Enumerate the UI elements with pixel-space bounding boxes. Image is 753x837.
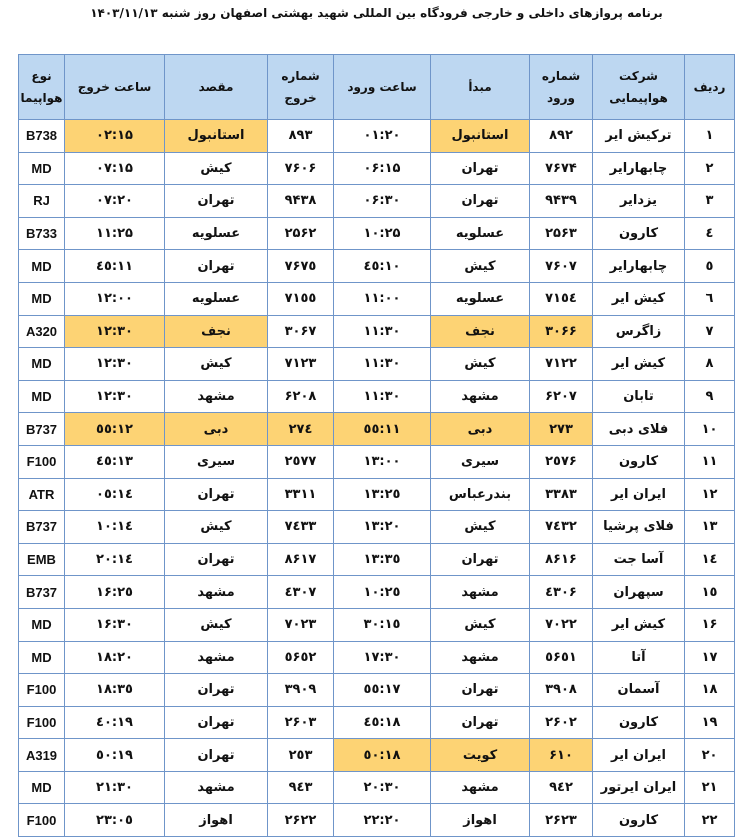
arrival-time-cell: ۱۷:٥٥ bbox=[334, 674, 431, 707]
airline-cell: یزدایر bbox=[593, 185, 685, 218]
destination-cell: تهران bbox=[165, 250, 268, 283]
table-row bbox=[19, 120, 735, 153]
table-header-row bbox=[19, 55, 735, 120]
arrival-time-cell: ۱۱:۰۰ bbox=[334, 282, 431, 315]
row-number-cell: ۱٥ bbox=[685, 576, 735, 609]
row-number-cell: ۱۳ bbox=[685, 511, 735, 544]
table-row bbox=[19, 608, 735, 641]
row-number-cell: ۸ bbox=[685, 348, 735, 381]
destination-cell: تهران bbox=[165, 674, 268, 707]
destination-cell: مشهد bbox=[165, 380, 268, 413]
destination-cell: نجف bbox=[165, 315, 268, 348]
airline-cell: تابان bbox=[593, 380, 685, 413]
row-number-cell: ۹ bbox=[685, 380, 735, 413]
origin-cell: مشهد bbox=[431, 641, 530, 674]
aircraft-type-cell: ATR bbox=[19, 478, 65, 511]
arrival-time-cell: ۱۱:۳۰ bbox=[334, 348, 431, 381]
departure-time-cell: ۰۲:۱۵ bbox=[65, 120, 165, 153]
departure-time-cell: ۰۷:۲۰ bbox=[65, 185, 165, 218]
departure-number-cell: ۸۶۱۷ bbox=[268, 543, 334, 576]
departure-time-cell: ۱۲:۳۰ bbox=[65, 380, 165, 413]
row-number-cell: ۱۱ bbox=[685, 445, 735, 478]
departure-number-cell: ۲۶۰۳ bbox=[268, 706, 334, 739]
destination-cell: عسلویه bbox=[165, 217, 268, 250]
departure-number-cell: ۹٤۳ bbox=[268, 771, 334, 804]
origin-cell: تهران bbox=[431, 543, 530, 576]
departure-time-cell: ۲۳:۰٥ bbox=[65, 804, 165, 837]
table-row bbox=[19, 771, 735, 804]
arrival-number-cell: ۶۲۰۷ bbox=[530, 380, 593, 413]
departure-time-cell: ۱۱:۲۵ bbox=[65, 217, 165, 250]
arrival-time-cell: ۱۱:۳۰ bbox=[334, 380, 431, 413]
destination-cell: تهران bbox=[165, 478, 268, 511]
departure-number-cell: ۲٥۷۷ bbox=[268, 445, 334, 478]
arrival-time-cell: ۱۸:٥۰ bbox=[334, 739, 431, 772]
departure-time-cell: ۱۶:۲٥ bbox=[65, 576, 165, 609]
origin-cell: اهواز bbox=[431, 804, 530, 837]
arrival-number-cell: ۷۱٥٤ bbox=[530, 282, 593, 315]
destination-cell: تهران bbox=[165, 706, 268, 739]
destination-cell: مشهد bbox=[165, 641, 268, 674]
departure-time-cell: ۱۲:۳۰ bbox=[65, 348, 165, 381]
origin-cell: دبی bbox=[431, 413, 530, 446]
arrival-time-cell: ۱۱:۳۰ bbox=[334, 315, 431, 348]
destination-cell: عسلویه bbox=[165, 282, 268, 315]
aircraft-type-cell: RJ bbox=[19, 185, 65, 218]
aircraft-type-cell: B737 bbox=[19, 576, 65, 609]
arrival-number-cell: ۷٤۳۲ bbox=[530, 511, 593, 544]
departure-time-cell: ۱۹:٤۰ bbox=[65, 706, 165, 739]
arrival-time-cell: ۰۱:۲۰ bbox=[334, 120, 431, 153]
departure-number-cell: ۷٤۳۳ bbox=[268, 511, 334, 544]
arrival-number-cell: ۷۰۲۲ bbox=[530, 608, 593, 641]
header-arrival-number: شماره ورود bbox=[530, 55, 593, 120]
aircraft-type-cell: MD bbox=[19, 250, 65, 283]
arrival-time-cell: ۱٥:۳۰ bbox=[334, 608, 431, 641]
origin-cell: تهران bbox=[431, 706, 530, 739]
aircraft-type-cell: B733 bbox=[19, 217, 65, 250]
origin-cell: تهران bbox=[431, 185, 530, 218]
origin-cell: کویت bbox=[431, 739, 530, 772]
arrival-number-cell: ۸۹۲ bbox=[530, 120, 593, 153]
table-row bbox=[19, 641, 735, 674]
departure-number-cell: ۳۰۶۷ bbox=[268, 315, 334, 348]
destination-cell: اهواز bbox=[165, 804, 268, 837]
arrival-number-cell: ۶۱۰ bbox=[530, 739, 593, 772]
departure-time-cell: ۱۸:۲۰ bbox=[65, 641, 165, 674]
departure-time-cell: ۱۲:٥٥ bbox=[65, 413, 165, 446]
departure-time-cell: ۱٤:۰٥ bbox=[65, 478, 165, 511]
origin-cell: عسلویه bbox=[431, 217, 530, 250]
airline-cell: سپهران bbox=[593, 576, 685, 609]
row-number-cell: ۱۶ bbox=[685, 608, 735, 641]
arrival-number-cell: ۸۶۱۶ bbox=[530, 543, 593, 576]
departure-time-cell: ۱٤:۱۰ bbox=[65, 511, 165, 544]
header-destination: مقصد bbox=[165, 55, 268, 120]
aircraft-type-cell: MD bbox=[19, 608, 65, 641]
aircraft-type-cell: F100 bbox=[19, 804, 65, 837]
departure-number-cell: ۲۶۲۲ bbox=[268, 804, 334, 837]
table-row bbox=[19, 413, 735, 446]
arrival-time-cell: ۱۷:۳۰ bbox=[334, 641, 431, 674]
table-row bbox=[19, 250, 735, 283]
arrival-number-cell: ۷۱۲۲ bbox=[530, 348, 593, 381]
airline-cell: زاگرس bbox=[593, 315, 685, 348]
origin-cell: مشهد bbox=[431, 380, 530, 413]
airline-cell: آسمان bbox=[593, 674, 685, 707]
departure-number-cell: ۸۹۳ bbox=[268, 120, 334, 153]
arrival-time-cell: ۱۰:٤٥ bbox=[334, 250, 431, 283]
table-row bbox=[19, 674, 735, 707]
aircraft-type-cell: B737 bbox=[19, 413, 65, 446]
airline-cell: ایران ایر bbox=[593, 478, 685, 511]
flight-schedule-table bbox=[18, 54, 735, 837]
arrival-number-cell: ۲٥۷۶ bbox=[530, 445, 593, 478]
airline-cell: کیش ایر bbox=[593, 348, 685, 381]
arrival-number-cell: ۲۵۶۳ bbox=[530, 217, 593, 250]
destination-cell: تهران bbox=[165, 185, 268, 218]
aircraft-type-cell: A320 bbox=[19, 315, 65, 348]
destination-cell: کیش bbox=[165, 348, 268, 381]
header-origin: مبدأ bbox=[431, 55, 530, 120]
row-number-cell: ۱۷ bbox=[685, 641, 735, 674]
row-number-cell: ۲۲ bbox=[685, 804, 735, 837]
airline-cell: کارون bbox=[593, 804, 685, 837]
airline-cell: فلای دبی bbox=[593, 413, 685, 446]
header-row-number: ردیف bbox=[685, 55, 735, 120]
airline-cell: کیش ایر bbox=[593, 282, 685, 315]
aircraft-type-cell: MD bbox=[19, 348, 65, 381]
row-number-cell: ۱٤ bbox=[685, 543, 735, 576]
arrival-time-cell: ۱۸:٤٥ bbox=[334, 706, 431, 739]
aircraft-type-cell: MD bbox=[19, 380, 65, 413]
row-number-cell: ٦ bbox=[685, 282, 735, 315]
table-row bbox=[19, 706, 735, 739]
row-number-cell: ٤ bbox=[685, 217, 735, 250]
arrival-number-cell: ٥۶٥۱ bbox=[530, 641, 593, 674]
airline-cell: چابهارایر bbox=[593, 152, 685, 185]
arrival-number-cell: ۹۴۳۹ bbox=[530, 185, 593, 218]
airline-cell: ایران ایر bbox=[593, 739, 685, 772]
table-row bbox=[19, 185, 735, 218]
airline-cell: آتا bbox=[593, 641, 685, 674]
arrival-time-cell: ۲۰:۳۰ bbox=[334, 771, 431, 804]
destination-cell: سیری bbox=[165, 445, 268, 478]
table-row bbox=[19, 152, 735, 185]
arrival-time-cell: ۱۰:۲٥ bbox=[334, 576, 431, 609]
airline-cell: چابهارایر bbox=[593, 250, 685, 283]
row-number-cell: ۱۲ bbox=[685, 478, 735, 511]
departure-number-cell: ۹۴۳۸ bbox=[268, 185, 334, 218]
departure-number-cell: ۳۳۱۱ bbox=[268, 478, 334, 511]
departure-time-cell: ۱۲:۰۰ bbox=[65, 282, 165, 315]
aircraft-type-cell: MD bbox=[19, 282, 65, 315]
aircraft-type-cell: B737 bbox=[19, 511, 65, 544]
arrival-number-cell: ۲۶۰۲ bbox=[530, 706, 593, 739]
origin-cell: کیش bbox=[431, 250, 530, 283]
table-body bbox=[19, 120, 735, 837]
arrival-time-cell: ۱۳:۰۰ bbox=[334, 445, 431, 478]
departure-number-cell: ۷۱٥٥ bbox=[268, 282, 334, 315]
airline-cell: فلای پرشیا bbox=[593, 511, 685, 544]
arrival-number-cell: ۲۶۲۳ bbox=[530, 804, 593, 837]
table-row bbox=[19, 804, 735, 837]
origin-cell: تهران bbox=[431, 674, 530, 707]
arrival-time-cell: ۲۲:۲۰ bbox=[334, 804, 431, 837]
airline-cell: آسا جت bbox=[593, 543, 685, 576]
table-row bbox=[19, 445, 735, 478]
aircraft-type-cell: A319 bbox=[19, 739, 65, 772]
table-row bbox=[19, 478, 735, 511]
arrival-number-cell: ٤۳۰۶ bbox=[530, 576, 593, 609]
departure-time-cell: ۱۹:٥۰ bbox=[65, 739, 165, 772]
arrival-number-cell: ۳۰۶۶ bbox=[530, 315, 593, 348]
header-arrival-time: ساعت ورود bbox=[334, 55, 431, 120]
header-airline: شرکت هواپیمایی bbox=[593, 55, 685, 120]
airline-cell: ترکیش ایر bbox=[593, 120, 685, 153]
origin-cell: تهران bbox=[431, 152, 530, 185]
arrival-number-cell: ۳۹۰۸ bbox=[530, 674, 593, 707]
arrival-time-cell: ۱۰:۲۵ bbox=[334, 217, 431, 250]
row-number-cell: ۳ bbox=[685, 185, 735, 218]
table-row bbox=[19, 282, 735, 315]
arrival-number-cell: ۷۶۷۴ bbox=[530, 152, 593, 185]
destination-cell: مشهد bbox=[165, 576, 268, 609]
departure-number-cell: ۶۲۰۸ bbox=[268, 380, 334, 413]
origin-cell: عسلویه bbox=[431, 282, 530, 315]
arrival-time-cell: ۱۳:۳٥ bbox=[334, 543, 431, 576]
departure-time-cell: ۱۳:٤٥ bbox=[65, 445, 165, 478]
departure-time-cell: ۱۲:۳۰ bbox=[65, 315, 165, 348]
destination-cell: استانبول bbox=[165, 120, 268, 153]
origin-cell: استانبول bbox=[431, 120, 530, 153]
origin-cell: کیش bbox=[431, 608, 530, 641]
departure-time-cell: ۲۱:۳۰ bbox=[65, 771, 165, 804]
departure-number-cell: ۷۶۷٥ bbox=[268, 250, 334, 283]
header-aircraft-type: نوع هواپیما bbox=[19, 55, 65, 120]
destination-cell: کیش bbox=[165, 152, 268, 185]
departure-time-cell: ۱۶:۳۰ bbox=[65, 608, 165, 641]
destination-cell: کیش bbox=[165, 511, 268, 544]
airline-cell: کیش ایر bbox=[593, 608, 685, 641]
table-row bbox=[19, 315, 735, 348]
departure-number-cell: ۳۹۰۹ bbox=[268, 674, 334, 707]
departure-number-cell: ٤۳۰۷ bbox=[268, 576, 334, 609]
airline-cell: ایران ایرتور bbox=[593, 771, 685, 804]
row-number-cell: ۲۱ bbox=[685, 771, 735, 804]
departure-number-cell: ۲٥۳ bbox=[268, 739, 334, 772]
destination-cell: مشهد bbox=[165, 771, 268, 804]
departure-number-cell: ۲۵۶۲ bbox=[268, 217, 334, 250]
table-row bbox=[19, 576, 735, 609]
airline-cell: کارون bbox=[593, 706, 685, 739]
table-row bbox=[19, 380, 735, 413]
arrival-time-cell: ۰۶:۱۵ bbox=[334, 152, 431, 185]
origin-cell: سیری bbox=[431, 445, 530, 478]
header-departure-time: ساعت خروج bbox=[65, 55, 165, 120]
origin-cell: مشهد bbox=[431, 771, 530, 804]
arrival-number-cell: ۷۶۰۷ bbox=[530, 250, 593, 283]
table-row bbox=[19, 217, 735, 250]
departure-number-cell: ۷۱۲۳ bbox=[268, 348, 334, 381]
row-number-cell: ۱۸ bbox=[685, 674, 735, 707]
arrival-number-cell: ۳۳۸۳ bbox=[530, 478, 593, 511]
header-departure-number: شماره خروج bbox=[268, 55, 334, 120]
aircraft-type-cell: EMB bbox=[19, 543, 65, 576]
arrival-time-cell: ۱۱:٥٥ bbox=[334, 413, 431, 446]
arrival-number-cell: ۲۷۳ bbox=[530, 413, 593, 446]
page-title: برنامه پروازهای داخلی و خارجی فرودگاه بین المللی شهید بهشتی اصفهان روز شنبه ۱۴۰۳/۱۱/۱۳ bbox=[90, 6, 663, 20]
arrival-time-cell: ۰۶:۳۰ bbox=[334, 185, 431, 218]
departure-number-cell: ۷۰۲۳ bbox=[268, 608, 334, 641]
aircraft-type-cell: MD bbox=[19, 152, 65, 185]
origin-cell: بندرعباس bbox=[431, 478, 530, 511]
aircraft-type-cell: F100 bbox=[19, 674, 65, 707]
row-number-cell: ۲۰ bbox=[685, 739, 735, 772]
airline-cell: کارون bbox=[593, 217, 685, 250]
destination-cell: کیش bbox=[165, 608, 268, 641]
aircraft-type-cell: B738 bbox=[19, 120, 65, 153]
aircraft-type-cell: MD bbox=[19, 771, 65, 804]
arrival-number-cell: ۹٤۲ bbox=[530, 771, 593, 804]
row-number-cell: ۱ bbox=[685, 120, 735, 153]
departure-number-cell: ۲۷٤ bbox=[268, 413, 334, 446]
departure-number-cell: ۷۶۰۶ bbox=[268, 152, 334, 185]
departure-time-cell: ۱٤:۲۰ bbox=[65, 543, 165, 576]
departure-time-cell: ۱۱:٤٥ bbox=[65, 250, 165, 283]
departure-time-cell: ۰۷:۱۵ bbox=[65, 152, 165, 185]
arrival-time-cell: ۱۳:۲٥ bbox=[334, 478, 431, 511]
origin-cell: کیش bbox=[431, 348, 530, 381]
airline-cell: کارون bbox=[593, 445, 685, 478]
origin-cell: مشهد bbox=[431, 576, 530, 609]
aircraft-type-cell: F100 bbox=[19, 706, 65, 739]
aircraft-type-cell: MD bbox=[19, 641, 65, 674]
row-number-cell: ۱۹ bbox=[685, 706, 735, 739]
destination-cell: تهران bbox=[165, 739, 268, 772]
row-number-cell: ٥ bbox=[685, 250, 735, 283]
aircraft-type-cell: F100 bbox=[19, 445, 65, 478]
row-number-cell: ۲ bbox=[685, 152, 735, 185]
row-number-cell: ۷ bbox=[685, 315, 735, 348]
destination-cell: تهران bbox=[165, 543, 268, 576]
row-number-cell: ۱۰ bbox=[685, 413, 735, 446]
table-row bbox=[19, 511, 735, 544]
origin-cell: کیش bbox=[431, 511, 530, 544]
table-row bbox=[19, 543, 735, 576]
origin-cell: نجف bbox=[431, 315, 530, 348]
departure-number-cell: ٥۶٥۲ bbox=[268, 641, 334, 674]
destination-cell: دبی bbox=[165, 413, 268, 446]
table-row bbox=[19, 739, 735, 772]
departure-time-cell: ۱۸:۳٥ bbox=[65, 674, 165, 707]
table-row bbox=[19, 348, 735, 381]
arrival-time-cell: ۱۳:۲۰ bbox=[334, 511, 431, 544]
